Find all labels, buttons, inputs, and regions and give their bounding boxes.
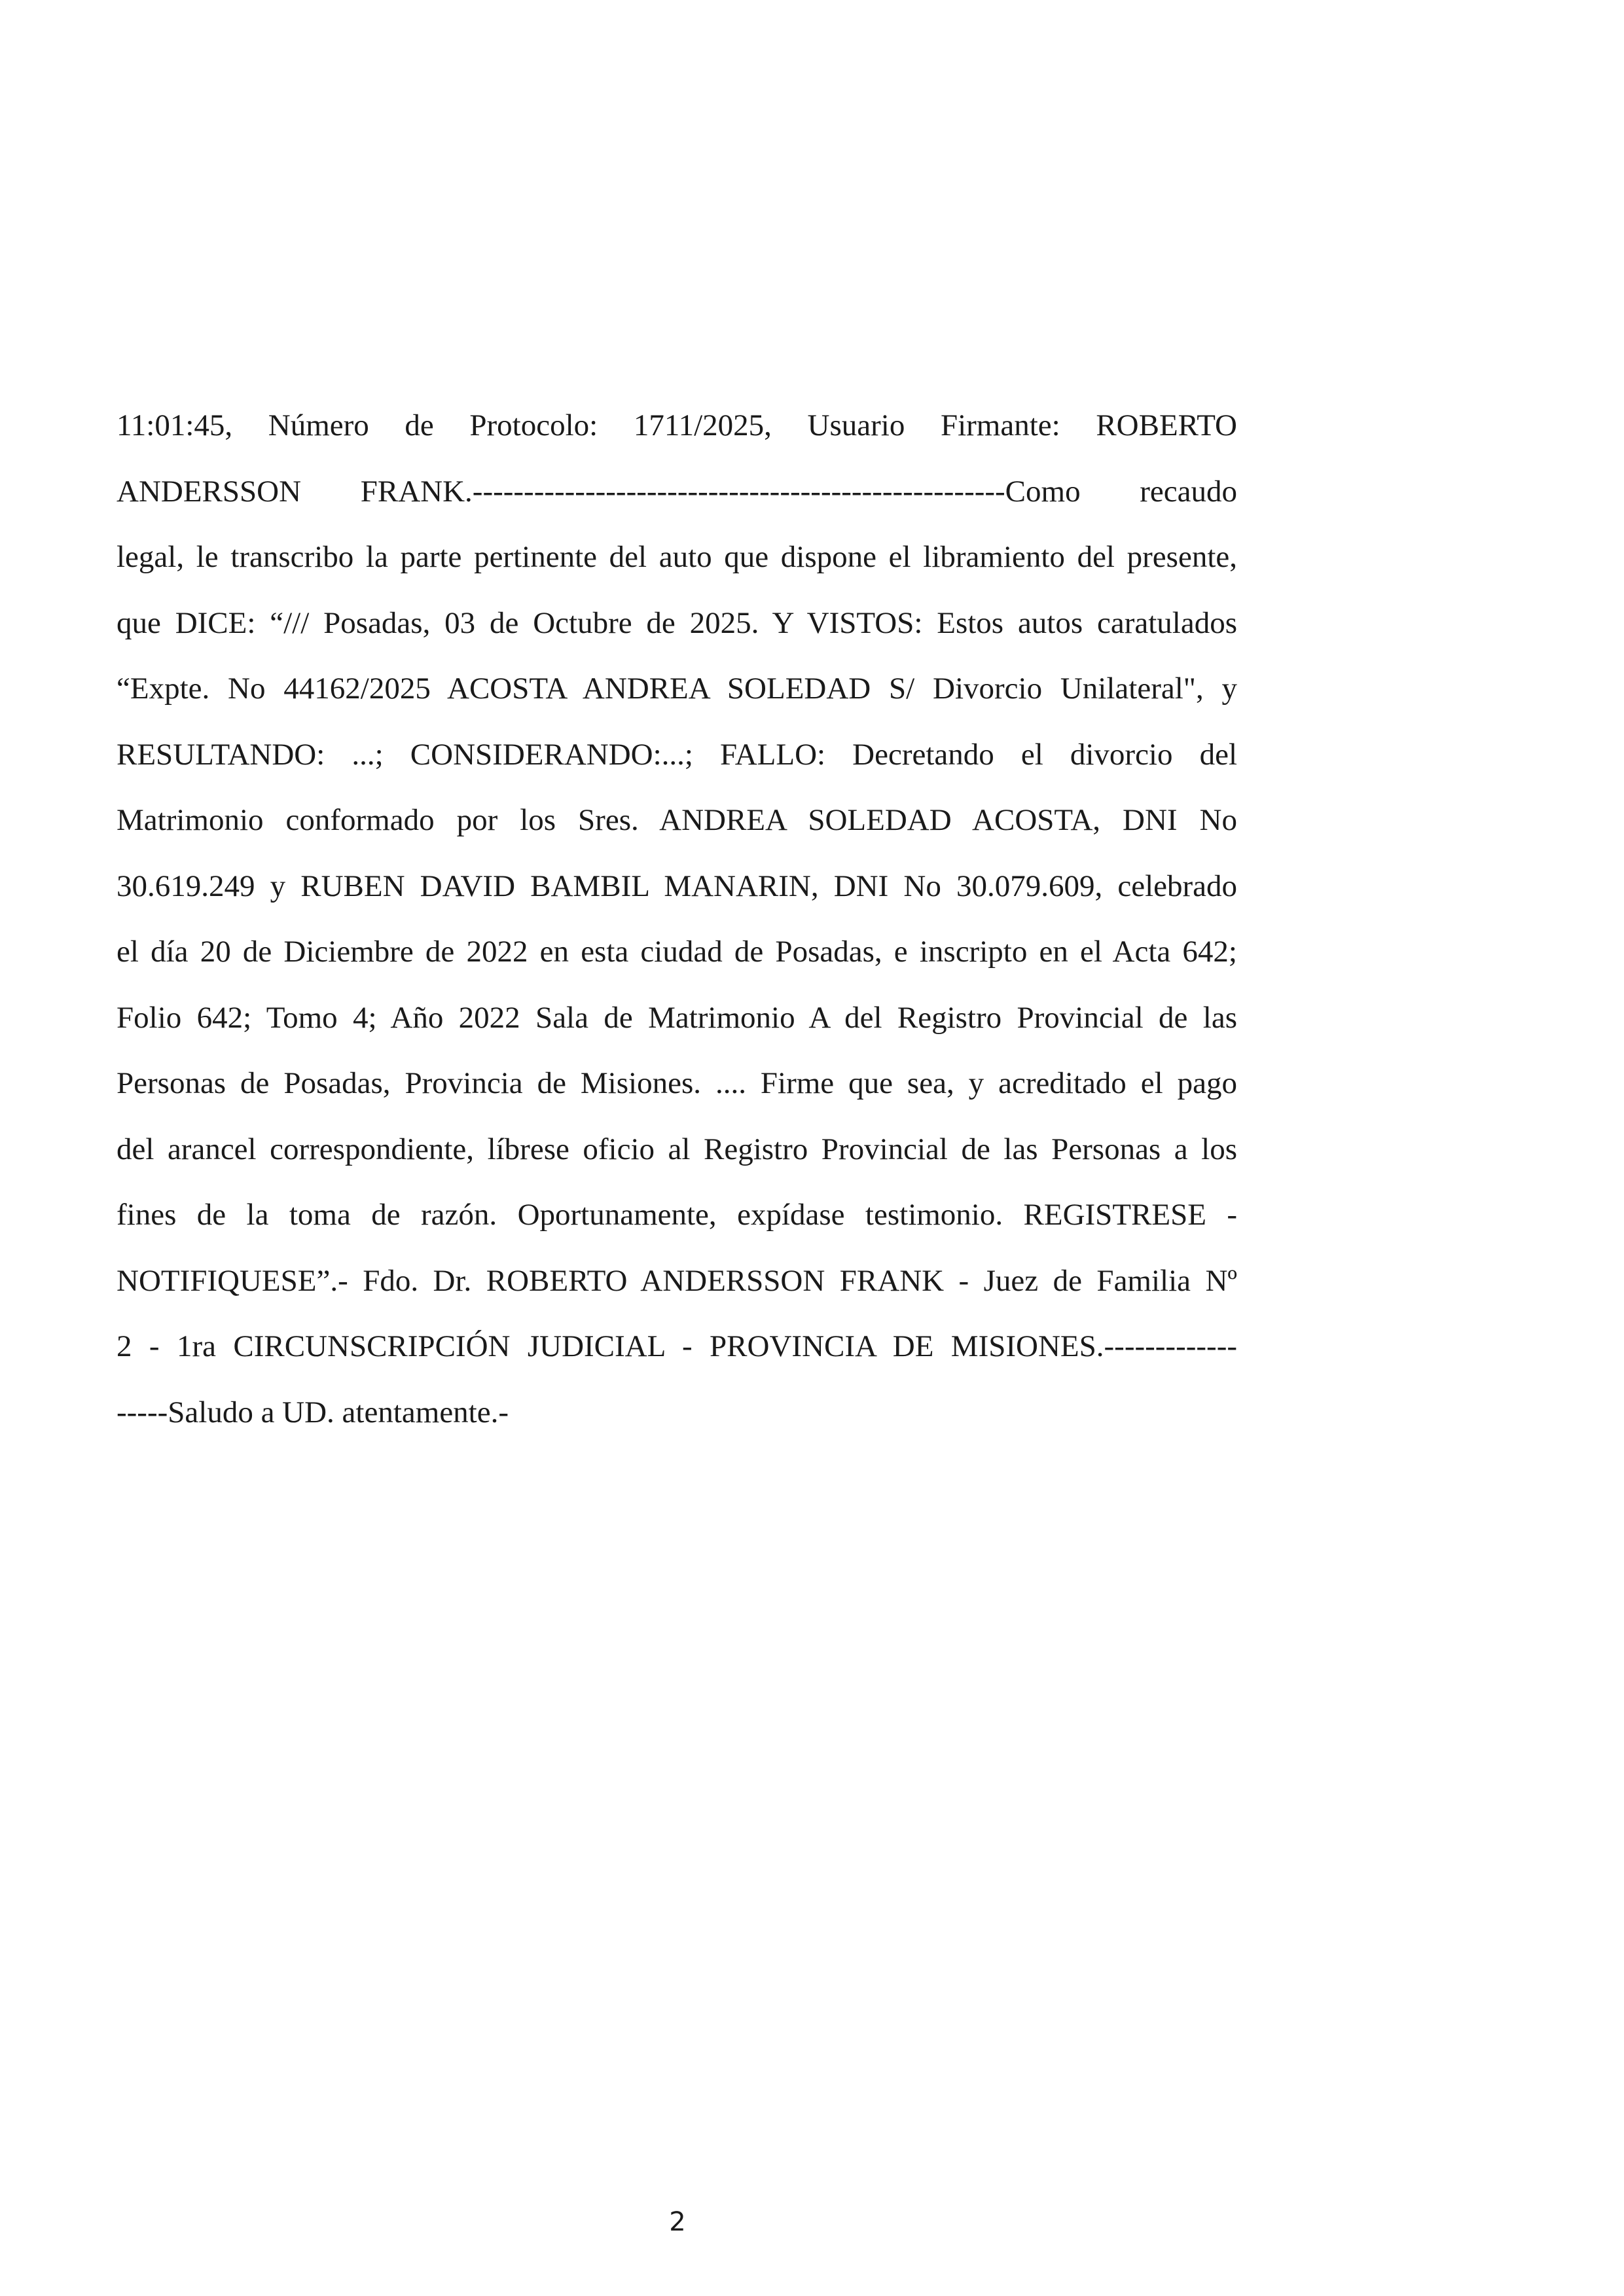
text-line-11: Personas de Posadas, Provincia de Misiones. .... Firme que sea, y acreditado el pago xyxy=(117,1066,1237,1100)
text-line-6: RESULTANDO: ...; CONSIDERANDO:...; FALLO: Decretando el divorcio del xyxy=(117,737,1237,772)
text-line-13: fines de la toma de razón. Oportunamente, expídase testimonio. REGISTRESE - xyxy=(117,1198,1237,1232)
text-line-16: -----Saludo a UD. atentamente.- xyxy=(117,1395,509,1429)
text-line-7: Matrimonio conformado por los Sres. ANDREA SOLEDAD ACOSTA, DNI No xyxy=(117,803,1237,837)
document-body-text xyxy=(117,393,1237,1445)
text-line-4: que DICE: “/// Posadas, 03 de Octubre de 2025. Y VISTOS: Estos autos caratulados xyxy=(117,605,1237,640)
text-line-12: del arancel correspondiente, líbrese oficio al Registro Provincial de las Personas a los xyxy=(117,1132,1237,1166)
text-line-5: “Expte. No 44162/2025 ACOSTA ANDREA SOLEDAD S/ Divorcio Unilateral", y xyxy=(117,672,1237,706)
text-line-15: 2 - 1ra CIRCUNSCRIPCIÓN JUDICIAL - PROVINCIA DE MISIONES.------------- xyxy=(117,1329,1237,1363)
text-line-10: Folio 642; Tomo 4; Año 2022 Sala de Matrimonio A del Registro Provincial de las xyxy=(117,1000,1237,1035)
text-line-14: NOTIFIQUESE”.- Fdo. Dr. ROBERTO ANDERSSON FRANK - Juez de Familia Nº xyxy=(117,1263,1237,1298)
text-line-3: legal, le transcribo la parte pertinente del auto que dispone el libramiento del presente, xyxy=(117,540,1237,574)
page-number: 2 xyxy=(669,2207,686,2237)
text-line-2: ANDERSSON FRANK.----------------------------------------------------Como recaudo xyxy=(117,474,1237,509)
text-line-1: 11:01:45, Número de Protocolo: 1711/2025, Usuario Firmante: ROBERTO xyxy=(117,408,1237,442)
text-line-8: 30.619.249 y RUBEN DAVID BAMBIL MANARIN, DNI No 30.079.609, celebrado xyxy=(117,869,1237,903)
text-line-9: el día 20 de Diciembre de 2022 en esta ciudad de Posadas, e inscripto en el Acta 642; xyxy=(117,935,1237,969)
